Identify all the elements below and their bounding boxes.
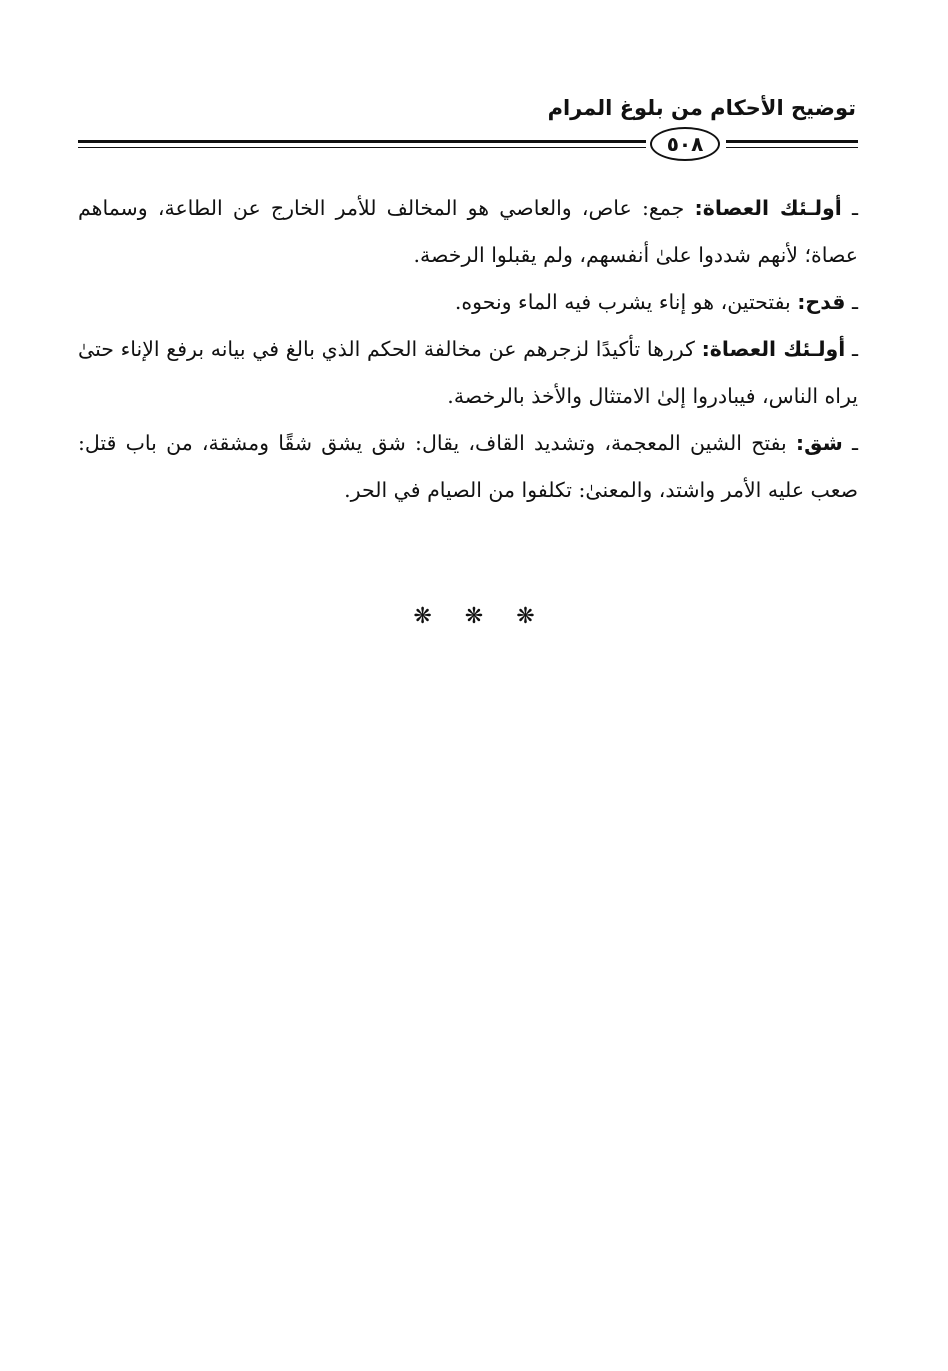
- header-rule-right: [726, 140, 858, 152]
- section-separator: ❋ ❋ ❋: [413, 604, 535, 629]
- page-number: ٥٠٨: [650, 127, 720, 161]
- page-header: [78, 90, 858, 160]
- glossary-entry: ـ أولـئك العصاة: جمع: عاص، والعاصي هو المخالف للأمر الخارج عن الطاعة، وسماهم عصاة؛ لأنهم شددوا علىٰ أنفسهم، ولم يقبلوا الرخصة.: [78, 196, 858, 267]
- glossary-entry: ـ أولـئك العصاة: كررها تأكيدًا لزجرهم عن مخالفة الحكم الذي بالغ في بيانه برفع الإناء حتىٰ يراه الناس، فيبادروا إلىٰ الامتثال والأخذ بالرخصة.: [78, 337, 858, 408]
- glossary-entry: ـ شق: بفتح الشين المعجمة، وتشديد القاف، يقال: شق يشق شقًا ومشقة، من باب قتل: صعب عليه الأمر واشتد، والمعنىٰ: تكلفوا من الصيام في الحر.: [78, 431, 858, 502]
- glossary-term: أولـئك العصاة:: [694, 196, 842, 220]
- glossary-term: شق:: [795, 431, 843, 455]
- glossary-definition: بفتحتين، هو إناء يشرب فيه الماء ونحوه.: [454, 290, 791, 314]
- glossary-definition: جمع: عاص، والعاصي هو المخالف للأمر الخارج عن الطاعة، وسماهم عصاة؛ لأنهم شددوا علىٰ أنفسهم، ولم يقبلوا الرخصة.: [78, 196, 858, 267]
- glossary-entry: ـ قدح: بفتحتين، هو إناء يشرب فيه الماء ونحوه.: [454, 290, 858, 314]
- glossary-definition: بفتح الشين المعجمة، وتشديد القاف، يقال: شق يشق شقًا ومشقة، من باب قتل: صعب عليه الأمر واشتد، والمعنىٰ: تكلفوا من الصيام في الحر.: [78, 431, 858, 502]
- glossary-section: [78, 185, 858, 514]
- glossary-term: قدح:: [797, 290, 846, 314]
- glossary-term: أولـئك العصاة:: [701, 337, 846, 361]
- glossary-definition: كررها تأكيدًا لزجرهم عن مخالفة الحكم الذي بالغ في بيانه برفع الإناء حتىٰ يراه الناس، فيبادروا إلىٰ الامتثال والأخذ بالرخصة.: [78, 337, 858, 408]
- header-rule-left: [78, 140, 646, 152]
- running-title: توضيح الأحكام من بلوغ المرام: [547, 96, 856, 120]
